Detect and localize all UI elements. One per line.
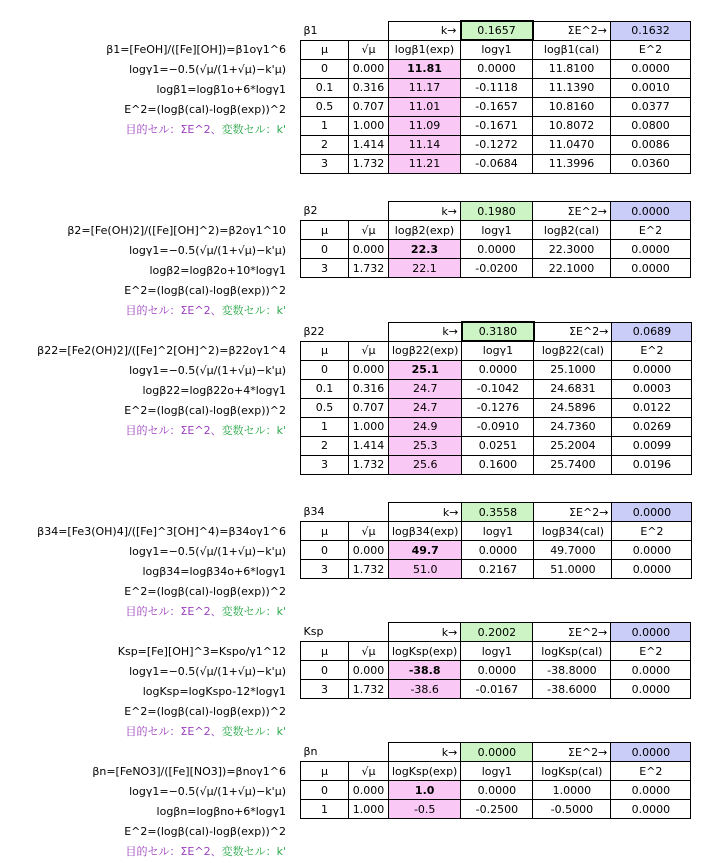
header-ksp-4[interactable]: logKsp(cal) <box>533 642 611 661</box>
cell-b22-r3-c4[interactable]: 24.7360 <box>534 417 612 436</box>
table-row <box>301 661 691 680</box>
cell-b22-r4-c5[interactable]: 0.0099 <box>612 436 692 455</box>
sum-value-b34[interactable]: 0.0000 <box>612 503 692 522</box>
cell-b2-r0-c1[interactable]: 0.000 <box>349 240 389 259</box>
k-label-b34[interactable]: k→ <box>389 503 462 522</box>
k-value-b22[interactable]: 0.3180 <box>462 322 534 341</box>
goal-cell-label: 目的セル：ΣE^2、 <box>125 725 222 738</box>
header-b34-0[interactable]: μ <box>301 522 349 541</box>
cell-b1-r3-c2[interactable]: 11.09 <box>389 116 461 135</box>
variable-cell-label: 変数セル：k' <box>221 725 286 738</box>
header-bn-2[interactable]: logKsp(exp) <box>389 762 461 781</box>
cell-b34-r1-c4[interactable]: 51.0000 <box>534 560 612 579</box>
formula-ksp-2[interactable]: logγ1=−0.5(√μ/(1+√μ)−k'μ) <box>129 665 286 678</box>
cell-b22-r3-c5[interactable]: 0.0269 <box>612 417 692 436</box>
cell-ksp-r1-c3[interactable]: -0.0167 <box>461 680 533 699</box>
cell-ksp-r1-c0[interactable]: 3 <box>301 680 349 699</box>
cell-b22-r2-c1[interactable]: 0.707 <box>349 398 389 417</box>
table-row <box>301 541 692 560</box>
formula-b22-3[interactable]: logβ22=logβ22o+4*logγ1 <box>142 384 286 397</box>
header-b34-4[interactable]: logβ34(cal) <box>534 522 612 541</box>
formula-b2-4[interactable]: E^2=(logβ(cal)-logβ(exp))^2 <box>124 284 286 297</box>
header-b1-3[interactable]: logγ1 <box>461 40 533 59</box>
header-b1-4[interactable]: logβ1(cal) <box>533 40 611 59</box>
table-b2 <box>300 201 691 278</box>
table-row <box>301 78 691 97</box>
header-b22-3[interactable]: logγ1 <box>462 341 534 360</box>
formula-b1-3[interactable]: logβ1=logβ1o+6*logγ1 <box>156 83 286 96</box>
cell-b1-r2-c1[interactable]: 0.707 <box>349 97 389 116</box>
cell-b34-r1-c5[interactable]: 0.0000 <box>612 560 692 579</box>
cell-bn-r0-c2[interactable]: 1.0 <box>389 781 461 800</box>
cell-b1-r3-c4[interactable]: 10.8072 <box>533 116 611 135</box>
blank-cell[interactable] <box>349 322 389 341</box>
k-label-b2[interactable]: k→ <box>389 202 461 221</box>
cell-b34-r1-c0[interactable]: 3 <box>301 560 349 579</box>
cell-b1-r5-c4[interactable]: 11.3996 <box>533 154 611 173</box>
header-ksp-5[interactable]: E^2 <box>611 642 691 661</box>
cell-b34-r0-c4[interactable]: 49.7000 <box>534 541 612 560</box>
cell-b1-r0-c0[interactable]: 0 <box>301 59 349 78</box>
section-name-b34[interactable]: β34 <box>301 503 349 522</box>
cell-ksp-r1-c4[interactable]: -38.6000 <box>533 680 611 699</box>
cell-b22-r2-c4[interactable]: 24.5896 <box>534 398 612 417</box>
table-row <box>301 240 691 259</box>
cell-ksp-r1-c1[interactable]: 1.732 <box>349 680 389 699</box>
k-value-ksp[interactable]: 0.2002 <box>461 623 533 642</box>
cell-b1-r5-c2[interactable]: 11.21 <box>389 154 461 173</box>
formula-bn-3[interactable]: logβn=logβno+6*logγ1 <box>156 805 286 818</box>
cell-ksp-r0-c4[interactable]: -38.8000 <box>533 661 611 680</box>
cell-b22-r5-c1[interactable]: 1.732 <box>349 455 389 474</box>
k-value-b34[interactable]: 0.3558 <box>462 503 534 522</box>
cell-b22-r1-c5[interactable]: 0.0003 <box>612 379 692 398</box>
formula-b2-2[interactable]: logγ1=−0.5(√μ/(1+√μ)−k'μ) <box>129 244 286 257</box>
solver-note-b1[interactable] <box>0 120 288 140</box>
header-b1-0[interactable]: μ <box>301 40 349 59</box>
table-row <box>301 360 692 379</box>
cell-b1-r0-c1[interactable]: 0.000 <box>349 59 389 78</box>
header-b22-0[interactable]: μ <box>301 341 349 360</box>
cell-b22-r0-c0[interactable]: 0 <box>301 360 349 379</box>
table-row <box>301 680 691 699</box>
blank-cell[interactable] <box>349 503 389 522</box>
goal-cell-label: 目的セル：ΣE^2、 <box>125 845 222 858</box>
cell-b1-r1-c0[interactable]: 0.1 <box>301 78 349 97</box>
table-row <box>301 154 691 173</box>
k-label-b1[interactable]: k→ <box>389 21 461 40</box>
blank-cell[interactable] <box>349 623 389 642</box>
cell-b1-r1-c2[interactable]: 11.17 <box>389 78 461 97</box>
table-row <box>301 455 692 474</box>
cell-b22-r2-c2[interactable]: 24.7 <box>389 398 462 417</box>
cell-b1-r5-c0[interactable]: 3 <box>301 154 349 173</box>
cell-b1-r4-c3[interactable]: -0.1272 <box>461 135 533 154</box>
header-b1-1[interactable]: √μ <box>349 40 389 59</box>
cell-bn-r0-c1[interactable]: 0.000 <box>349 781 389 800</box>
formula-bn-1[interactable]: βn=[FeNO3]/([Fe][NO3])=βnoγ1^6 <box>92 765 286 778</box>
cell-b22-r1-c2[interactable]: 24.7 <box>389 379 462 398</box>
table-row <box>301 800 691 819</box>
cell-b22-r3-c0[interactable]: 1 <box>301 417 349 436</box>
cell-b2-r0-c0[interactable]: 0 <box>301 240 349 259</box>
k-value-b1[interactable]: 0.1657 <box>461 21 533 40</box>
cell-b2-r1-c4[interactable]: 22.1000 <box>533 259 611 278</box>
cell-b22-r2-c0[interactable]: 0.5 <box>301 398 349 417</box>
section-name-bn[interactable]: βn <box>301 743 349 762</box>
cell-b1-r2-c5[interactable]: 0.0377 <box>611 97 691 116</box>
table-row <box>301 379 692 398</box>
cell-b1-r4-c4[interactable]: 11.0470 <box>533 135 611 154</box>
variable-cell-label: 変数セル：k' <box>221 304 286 317</box>
cell-bn-r1-c2[interactable]: -0.5 <box>389 800 461 819</box>
header-b1-2[interactable]: logβ1(exp) <box>389 40 461 59</box>
cell-bn-r0-c3[interactable]: 0.0000 <box>461 781 533 800</box>
k-label-bn[interactable]: k→ <box>389 743 461 762</box>
cell-b1-r4-c1[interactable]: 1.414 <box>349 135 389 154</box>
header-b1-5[interactable]: E^2 <box>611 40 691 59</box>
solver-note-b2[interactable] <box>0 301 288 321</box>
cell-b34-r0-c3[interactable]: 0.0000 <box>462 541 534 560</box>
cell-b1-r3-c5[interactable]: 0.0800 <box>611 116 691 135</box>
cell-b1-r0-c4[interactable]: 11.8100 <box>533 59 611 78</box>
header-bn-0[interactable]: μ <box>301 762 349 781</box>
cell-b1-r5-c3[interactable]: -0.0684 <box>461 154 533 173</box>
cell-b1-r0-c2[interactable]: 11.81 <box>389 59 461 78</box>
cell-b1-r4-c0[interactable]: 2 <box>301 135 349 154</box>
formula-b2-3[interactable]: logβ2=logβ2o+10*logγ1 <box>149 264 286 277</box>
cell-ksp-r1-c5[interactable]: 0.0000 <box>611 680 691 699</box>
table-b22 <box>300 321 692 475</box>
k-label-b22[interactable]: k→ <box>389 322 462 341</box>
table-row <box>301 59 691 78</box>
cell-bn-r1-c4[interactable]: -0.5000 <box>533 800 611 819</box>
cell-b1-r2-c2[interactable]: 11.01 <box>389 97 461 116</box>
header-b2-3[interactable]: logγ1 <box>461 221 533 240</box>
table-row <box>301 259 691 278</box>
k-value-b2[interactable]: 0.1980 <box>461 202 533 221</box>
cell-b1-r2-c3[interactable]: -0.1657 <box>461 97 533 116</box>
table-b1 <box>300 20 691 174</box>
cell-b22-r5-c4[interactable]: 25.7400 <box>534 455 612 474</box>
table-row <box>301 398 692 417</box>
cell-b1-r4-c2[interactable]: 11.14 <box>389 135 461 154</box>
cell-b22-r0-c4[interactable]: 25.1000 <box>534 360 612 379</box>
cell-b1-r0-c5[interactable]: 0.0000 <box>611 59 691 78</box>
cell-b22-r0-c2[interactable]: 25.1 <box>389 360 462 379</box>
cell-b34-r0-c2[interactable]: 49.7 <box>389 541 462 560</box>
section-name-ksp[interactable]: Ksp <box>301 623 349 642</box>
table-row <box>301 417 692 436</box>
sum-label-b1[interactable]: ΣE^2→ <box>533 21 611 40</box>
formula-ksp-4[interactable]: E^2=(logβ(cal)-logβ(exp))^2 <box>124 705 286 718</box>
section-name-b2[interactable]: β2 <box>301 202 349 221</box>
cell-b22-r1-c0[interactable]: 0.1 <box>301 379 349 398</box>
cell-ksp-r1-c2[interactable]: -38.6 <box>389 680 461 699</box>
formula-b34-4[interactable]: E^2=(logβ(cal)-logβ(exp))^2 <box>124 585 286 598</box>
cell-b2-r1-c1[interactable]: 1.732 <box>349 259 389 278</box>
cell-b22-r5-c2[interactable]: 25.6 <box>389 455 462 474</box>
cell-b1-r5-c5[interactable]: 0.0360 <box>611 154 691 173</box>
header-ksp-0[interactable]: μ <box>301 642 349 661</box>
solver-note-b22[interactable] <box>0 421 288 441</box>
header-b34-5[interactable]: E^2 <box>612 522 692 541</box>
goal-cell-label: 目的セル：ΣE^2、 <box>125 304 222 317</box>
header-b22-4[interactable]: logβ22(cal) <box>534 341 612 360</box>
cell-b22-r2-c5[interactable]: 0.0122 <box>612 398 692 417</box>
cell-b2-r1-c5[interactable]: 0.0000 <box>611 259 691 278</box>
table-row <box>301 781 691 800</box>
sum-label-bn[interactable]: ΣE^2→ <box>533 743 611 762</box>
cell-b34-r0-c1[interactable]: 0.000 <box>349 541 389 560</box>
section-name-b22[interactable]: β22 <box>301 322 349 341</box>
cell-b22-r2-c3[interactable]: -0.1276 <box>462 398 534 417</box>
cell-bn-r1-c1[interactable]: 1.000 <box>349 800 389 819</box>
blank-cell[interactable] <box>349 21 389 40</box>
cell-ksp-r0-c3[interactable]: 0.0000 <box>461 661 533 680</box>
cell-b2-r1-c3[interactable]: -0.0200 <box>461 259 533 278</box>
cell-b1-r0-c3[interactable]: 0.0000 <box>461 59 533 78</box>
header-b22-2[interactable]: logβ22(exp) <box>389 341 462 360</box>
sum-label-b34[interactable]: ΣE^2→ <box>534 503 612 522</box>
cell-b22-r0-c1[interactable]: 0.000 <box>349 360 389 379</box>
table-b34 <box>300 502 692 579</box>
header-b34-2[interactable]: logβ34(exp) <box>389 522 462 541</box>
table-row <box>301 436 692 455</box>
section-name-b1[interactable]: β1 <box>301 21 349 40</box>
formula-b22-2[interactable]: logγ1=−0.5(√μ/(1+√μ)−k'μ) <box>129 364 286 377</box>
formula-b34-3[interactable]: logβ34=logβ34o+6*logγ1 <box>142 565 286 578</box>
cell-b1-r2-c0[interactable]: 0.5 <box>301 97 349 116</box>
formula-ksp-1[interactable]: Ksp=[Fe][OH]^3=Kspo/γ1^12 <box>117 645 286 658</box>
cell-b2-r0-c3[interactable]: 0.0000 <box>461 240 533 259</box>
cell-b22-r5-c3[interactable]: 0.1600 <box>462 455 534 474</box>
formula-bn-2[interactable]: logγ1=−0.5(√μ/(1+√μ)−k'μ) <box>129 785 286 798</box>
table-row <box>301 135 691 154</box>
formula-b34-2[interactable]: logγ1=−0.5(√μ/(1+√μ)−k'μ) <box>129 545 286 558</box>
cell-b34-r0-c0[interactable]: 0 <box>301 541 349 560</box>
variable-cell-label: 変数セル：k' <box>221 424 286 437</box>
variable-cell-label: 変数セル：k' <box>221 605 286 618</box>
cell-bn-r0-c0[interactable]: 0 <box>301 781 349 800</box>
formula-b2-1[interactable]: β2=[Fe(OH)2]/([Fe][OH]^2)=β2oγ1^10 <box>67 224 286 237</box>
cell-b22-r4-c2[interactable]: 25.3 <box>389 436 462 455</box>
cell-b2-r1-c0[interactable]: 3 <box>301 259 349 278</box>
cell-b2-r0-c2[interactable]: 22.3 <box>389 240 461 259</box>
cell-b1-r4-c5[interactable]: 0.0086 <box>611 135 691 154</box>
sum-label-ksp[interactable]: ΣE^2→ <box>533 623 611 642</box>
cell-b22-r4-c4[interactable]: 25.2004 <box>534 436 612 455</box>
header-ksp-1[interactable]: √μ <box>349 642 389 661</box>
cell-b1-r3-c1[interactable]: 1.000 <box>349 116 389 135</box>
cell-b1-r5-c1[interactable]: 1.732 <box>349 154 389 173</box>
cell-b2-r1-c2[interactable]: 22.1 <box>389 259 461 278</box>
cell-b1-r3-c3[interactable]: -0.1671 <box>461 116 533 135</box>
cell-ksp-r0-c2[interactable]: -38.8 <box>389 661 461 680</box>
cell-b22-r3-c3[interactable]: -0.0910 <box>462 417 534 436</box>
header-bn-5[interactable]: E^2 <box>611 762 691 781</box>
cell-bn-r1-c0[interactable]: 1 <box>301 800 349 819</box>
cell-b34-r0-c5[interactable]: 0.0000 <box>612 541 692 560</box>
cell-b22-r4-c1[interactable]: 1.414 <box>349 436 389 455</box>
solver-note-bn[interactable] <box>0 842 288 862</box>
header-bn-3[interactable]: logγ1 <box>461 762 533 781</box>
variable-cell-label: 変数セル：k' <box>221 845 286 858</box>
sum-label-b2[interactable]: ΣE^2→ <box>533 202 611 221</box>
header-b22-5[interactable]: E^2 <box>612 341 692 360</box>
cell-b1-r3-c0[interactable]: 1 <box>301 116 349 135</box>
cell-bn-r0-c5[interactable]: 0.0000 <box>611 781 691 800</box>
header-bn-4[interactable]: logKsp(cal) <box>533 762 611 781</box>
cell-b34-r1-c2[interactable]: 51.0 <box>389 560 462 579</box>
sum-value-ksp[interactable]: 0.0000 <box>611 623 691 642</box>
blank-cell[interactable] <box>349 743 389 762</box>
cell-b22-r3-c1[interactable]: 1.000 <box>349 417 389 436</box>
header-b2-5[interactable]: E^2 <box>611 221 691 240</box>
header-b2-2[interactable]: logβ2(exp) <box>389 221 461 240</box>
sum-value-bn[interactable]: 0.0000 <box>611 743 691 762</box>
cell-b22-r1-c1[interactable]: 0.316 <box>349 379 389 398</box>
table-row <box>301 97 691 116</box>
cell-b34-r1-c1[interactable]: 1.732 <box>349 560 389 579</box>
goal-cell-label: 目的セル：ΣE^2、 <box>125 123 222 136</box>
formula-b1-4[interactable]: E^2=(logβ(cal)-logβ(exp))^2 <box>124 103 286 116</box>
formula-ksp-3[interactable]: logKsp=logKspo-12*logγ1 <box>142 685 286 698</box>
cell-b22-r3-c2[interactable]: 24.9 <box>389 417 462 436</box>
sum-value-b22[interactable]: 0.0689 <box>612 322 692 341</box>
cell-b2-r0-c5[interactable]: 0.0000 <box>611 240 691 259</box>
goal-cell-label: 目的セル：ΣE^2、 <box>125 605 222 618</box>
cell-bn-r1-c3[interactable]: -0.2500 <box>461 800 533 819</box>
k-label-ksp[interactable]: k→ <box>389 623 461 642</box>
header-bn-1[interactable]: √μ <box>349 762 389 781</box>
cell-b22-r0-c3[interactable]: 0.0000 <box>462 360 534 379</box>
cell-b34-r1-c3[interactable]: 0.2167 <box>462 560 534 579</box>
cell-b22-r5-c0[interactable]: 3 <box>301 455 349 474</box>
cell-ksp-r0-c1[interactable]: 0.000 <box>349 661 389 680</box>
formula-bn-4[interactable]: E^2=(logβ(cal)-logβ(exp))^2 <box>124 825 286 838</box>
solver-note-ksp[interactable] <box>0 722 288 742</box>
sum-value-b2[interactable]: 0.0000 <box>611 202 691 221</box>
header-b2-4[interactable]: logβ2(cal) <box>533 221 611 240</box>
cell-b1-r1-c3[interactable]: -0.1118 <box>461 78 533 97</box>
cell-b1-r1-c1[interactable]: 0.316 <box>349 78 389 97</box>
cell-bn-r0-c4[interactable]: 1.0000 <box>533 781 611 800</box>
table-row <box>301 560 692 579</box>
header-b22-1[interactable]: √μ <box>349 341 389 360</box>
cell-b22-r4-c0[interactable]: 2 <box>301 436 349 455</box>
header-b34-3[interactable]: logγ1 <box>462 522 534 541</box>
cell-b1-r1-c4[interactable]: 11.1390 <box>533 78 611 97</box>
formula-b22-1[interactable]: β22=[Fe2(OH)2]/([Fe]^2[OH]^2)=β22oγ1^4 <box>37 344 286 357</box>
blank-cell[interactable] <box>349 202 389 221</box>
table-bn <box>300 742 691 819</box>
solver-note-b34[interactable] <box>0 602 288 622</box>
cell-b2-r0-c4[interactable]: 22.3000 <box>533 240 611 259</box>
cell-bn-r1-c5[interactable]: 0.0000 <box>611 800 691 819</box>
cell-b1-r2-c4[interactable]: 10.8160 <box>533 97 611 116</box>
cell-b22-r4-c3[interactable]: 0.0251 <box>462 436 534 455</box>
variable-cell-label: 変数セル：k' <box>221 123 286 136</box>
header-ksp-2[interactable]: logKsp(exp) <box>389 642 461 661</box>
formula-b1-2[interactable]: logγ1=−0.5(√μ/(1+√μ)−k'μ) <box>129 63 286 76</box>
cell-b22-r1-c3[interactable]: -0.1042 <box>462 379 534 398</box>
table-row <box>301 116 691 135</box>
goal-cell-label: 目的セル：ΣE^2、 <box>125 424 222 437</box>
k-value-bn[interactable]: 0.0000 <box>461 743 533 762</box>
cell-b22-r5-c5[interactable]: 0.0196 <box>612 455 692 474</box>
formula-b1-1[interactable]: β1=[FeOH]/([Fe][OH])=β1oγ1^6 <box>106 43 286 56</box>
cell-b22-r1-c4[interactable]: 24.6831 <box>534 379 612 398</box>
sum-value-b1[interactable]: 0.1632 <box>611 21 691 40</box>
header-ksp-3[interactable]: logγ1 <box>461 642 533 661</box>
header-b2-0[interactable]: μ <box>301 221 349 240</box>
header-b34-1[interactable]: √μ <box>349 522 389 541</box>
cell-ksp-r0-c5[interactable]: 0.0000 <box>611 661 691 680</box>
header-b2-1[interactable]: √μ <box>349 221 389 240</box>
cell-ksp-r0-c0[interactable]: 0 <box>301 661 349 680</box>
cell-b1-r1-c5[interactable]: 0.0010 <box>611 78 691 97</box>
sum-label-b22[interactable]: ΣE^2→ <box>534 322 612 341</box>
formula-b34-1[interactable]: β34=[Fe3(OH)4]/([Fe]^3[OH]^4)=β34oγ1^6 <box>37 525 286 538</box>
table-ksp <box>300 622 691 699</box>
cell-b22-r0-c5[interactable]: 0.0000 <box>612 360 692 379</box>
formula-b22-4[interactable]: E^2=(logβ(cal)-logβ(exp))^2 <box>124 404 286 417</box>
